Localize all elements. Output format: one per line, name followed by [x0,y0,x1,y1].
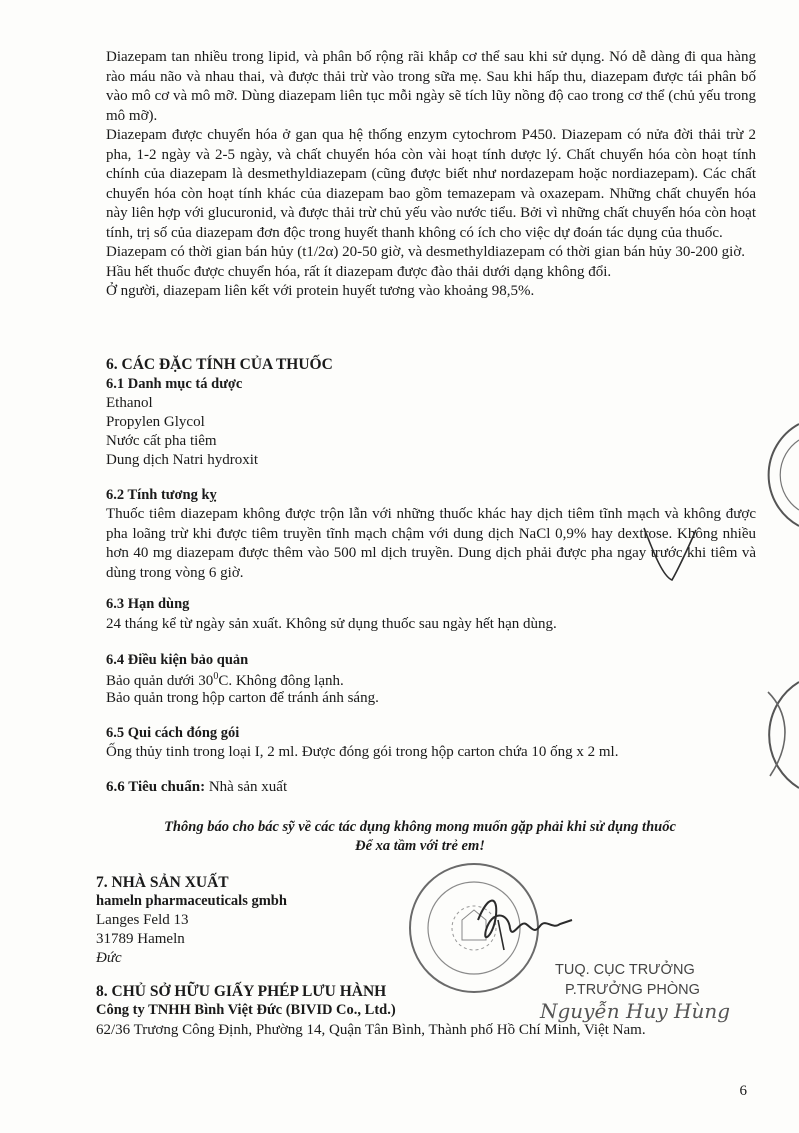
manufacturer-address-line: Đức [96,950,122,966]
intro-paragraph: Diazepam có thời gian bán hủy (t1/2α) 20-50 giờ, và desmethyldiazepam có thời gian bán hủy 30-200 giờ. [106,244,746,260]
warning-line-1: Thông báo cho bác sỹ về các tác dụng không mong muốn gặp phải khi sử dụng thuốc [164,819,676,835]
warning-line-2: Để xa tầm với trẻ em! [355,838,485,854]
shelf-life-text: 24 tháng kể từ ngày sản xuất. Không sử dụng thuốc sau ngày hết hạn dùng. [106,616,557,632]
licensee-address: 62/36 Trương Công Định, Phường 14, Quận Tân Bình, Thành phố Hồ Chí Minh, Việt Nam. [96,1022,646,1038]
storage-line-1: Bảo quản dưới $30^0C$. Không đông lạnh. [106,671,344,689]
intro-paragraph: Hầu hết thuốc được chuyển hóa, rất ít diazepam được đào thải dưới dạng không đổi. [106,263,612,280]
excipient-item: Propylen Glycol [106,414,205,430]
intro-paragraph: Ở người, diazepam liên kết với protein huyết tương vào khoảng 98,5%. [106,283,535,299]
excipients-heading: 6.1 Danh mục tá dược [106,376,243,392]
edge-stamp-icon [728,680,799,790]
excipient-item: Ethanol [106,395,153,411]
edge-stamp-icon [752,420,799,530]
standard-line [106,779,287,796]
packing-heading: 6.5 Qui cách đóng gói [106,725,240,741]
standard-text: Nhà sản xuất [205,779,288,795]
section-6-heading: 6. CÁC ĐẶC TÍNH CỦA THUỐC [106,356,333,373]
excipient-item: Nước cất pha tiêm [106,433,217,449]
signature-icon [468,890,578,960]
manufacturer-heading: 7. NHÀ SẢN XUẤT [96,874,229,891]
page-number: 6 [739,1083,747,1099]
incompat-heading: 6.2 Tính tương kỵ [106,487,217,503]
manufacturer-address-line: 31789 Hameln [96,931,185,947]
shelf-life-heading: 6.3 Hạn dùng [106,596,190,612]
approval-title-1: TUQ. CỤC TRƯỞNG [555,962,695,978]
check-mark-icon [632,518,702,588]
manufacturer-address-line: Langes Feld 13 [96,912,189,928]
manufacturer-name: hameln pharmaceuticals gmbh [96,893,287,909]
licensee-heading: 8. CHỦ SỞ HỮU GIẤY PHÉP LƯU HÀNH [96,983,387,1000]
storage-heading: 6.4 Điều kiện bảo quản [106,652,249,668]
licensee-name: Công ty TNHH Bình Việt Đức (BIVID Co., Ltd.) [96,1002,396,1018]
storage-line-2: Bảo quản trong hộp carton để tránh ánh sáng. [106,690,379,706]
approval-title-2: P.TRƯỞNG PHÒNG [565,982,700,998]
approval-signer-name: Nguyễn Huy Hùng [540,999,731,1023]
incompat-text: Thuốc tiêm diazepam không được trộn lẫn với những thuốc khác hay dịch tiêm tĩnh mạch và không được pha loãng trừ khi được tiêm truyền tĩnh mạch chậm với dung dịch NaCl 0,9% hay dextrose. Không nhiều hơn 40 mg diazepam được thêm vào 500 ml dịch truyền. Dung dịch phải được pha ngay trước khi tiêm và dùng trong vòng 6 giờ. [106,506,756,581]
intro-paragraph: Diazepam tan nhiều trong lipid, và phân bố rộng rãi khắp cơ thể sau khi sử dụng. Nó dễ dàng đi qua hàng rào máu não và nhau thai, và được thải trừ vào trong sữa mẹ. Sau khi hấp thu, diazepam được tái phân bố vào mô cơ và mô mỡ. Dùng diazepam liên tục mỗi ngày sẽ tích lũy nồng độ cao trong cơ thể (chủ yếu trong mô mỡ). [106,49,756,124]
intro-text [106,48,756,302]
packing-text: Ống thủy tinh trong loại I, 2 ml. Được đóng gói trong hộp carton chứa 10 ống x 2 ml. [106,744,619,760]
excipient-item: Dung dịch Natri hydroxit [106,452,259,468]
intro-paragraph: Diazepam được chuyển hóa ở gan qua hệ thống enzym cytochrom P450. Diazepam có nửa đời thải trừ 2 pha, 1-2 ngày và 2-5 ngày, và chất chuyển hóa còn vài hoạt tính dược lý. Chất chuyển hóa còn hoạt tính chính của diazepam là desmethyldiazepam (cũng được biết như nordazepam hoặc nordiazepam). Các chất chuyển hóa còn hoạt tính khác của diazepam bao gồm temazepam và oxazepam. Những chất chuyển hóa này liên hợp với glucuronid, và được thải trừ chủ yếu vào nước tiểu. Bởi vì những chất chuyển hóa còn hoạt tính, trị số của diazepam đơn độc trong huyết thanh không có ích cho việc dự đoán tác dụng của thuốc. [106,127,756,241]
standard-heading: 6.6 Tiêu chuẩn: [106,779,206,795]
